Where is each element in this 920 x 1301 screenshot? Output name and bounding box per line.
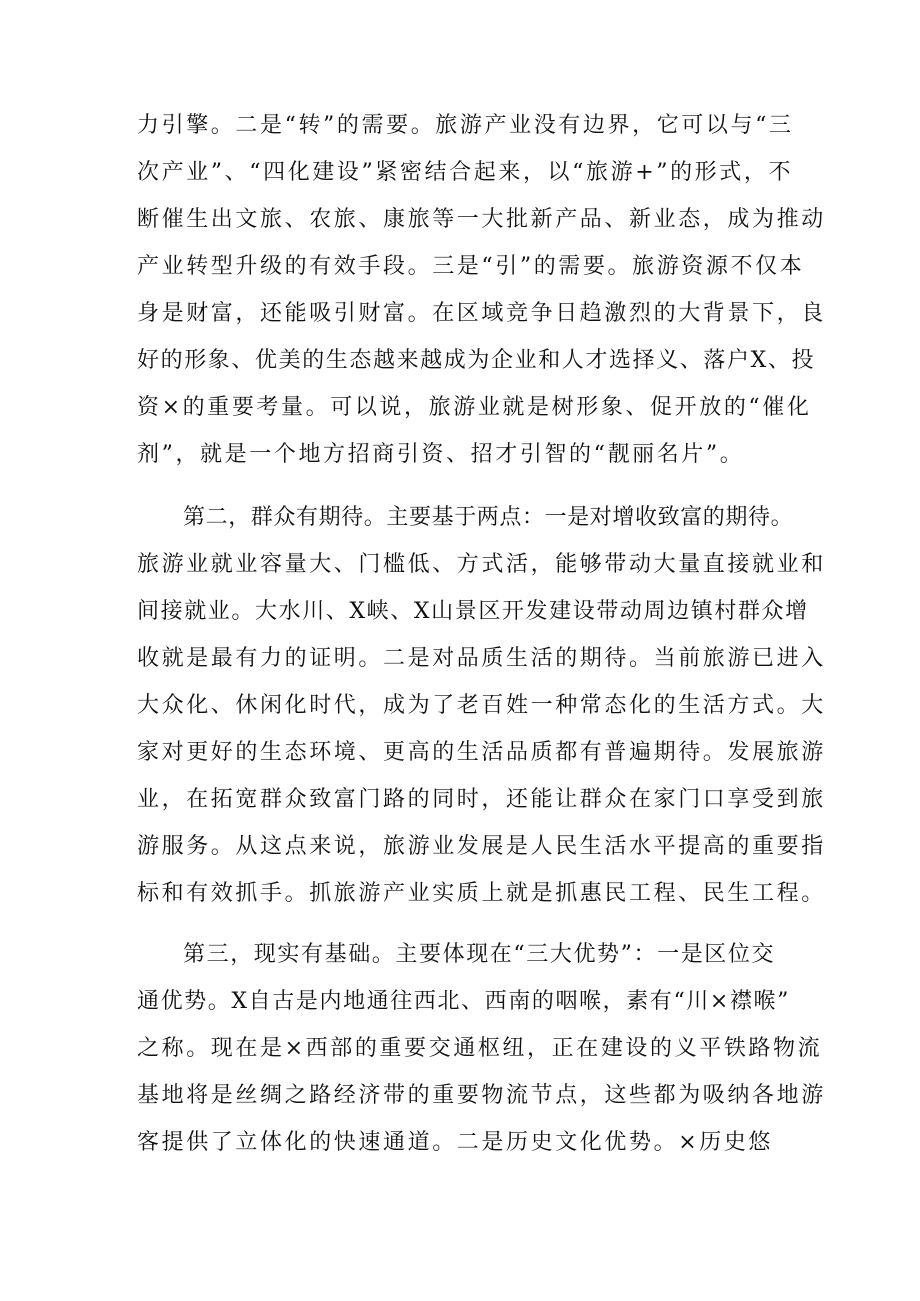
- text-line: 大众化、休闲化时代，成为了老百姓一种常态化的生活方式。大: [137, 693, 826, 718]
- text-line: 力引擎。二是“转”的需要。旅游产业没有边界，它可以与“三: [137, 113, 794, 138]
- paragraph-first-line: 第三，现实有基础。主要体现在“三大优势”：一是区位交: [183, 942, 776, 967]
- text-line: 基地将是丝绸之路经济带的重要物流节点，这些都为吸纳各地游: [137, 1083, 826, 1108]
- text-line: 身是财富，还能吸引财富。在区域竞争日趋激烈的大背景下，良: [137, 301, 826, 326]
- text-line: 业，在拓宽群众致富门路的同时，还能让群众在家门口享受到旅: [137, 787, 826, 812]
- text-line: 通优势。X自古是内地通往西北、西南的咽喉，素有“川×襟喉”: [137, 989, 790, 1014]
- text-line: 旅游业就业容量大、门槛低、方式活，能够带动大量直接就业和: [137, 552, 826, 577]
- text-line: 间接就业。大水川、X峡、X山景区开发建设带动周边镇村群众增: [137, 599, 809, 624]
- text-line: 产业转型升级的有效手段。三是“引”的需要。旅游资源不仅本: [137, 254, 805, 279]
- text-line: 次产业”、“四化建设”紧密结合起来，以“旅游+”的形式，不: [137, 160, 794, 185]
- text-line: 之称。现在是×西部的重要交通枢纽，正在建设的义平铁路物流: [137, 1036, 823, 1061]
- text-line: 剂”，就是一个地方招商引资、招才引智的“靓丽名片”。: [137, 442, 745, 467]
- text-line: 客提供了立体化的快速通道。二是历史文化优势。×历史悠: [137, 1130, 774, 1155]
- text-line: 标和有效抓手。抓旅游产业实质上就是抓惠民工程、民生工程。: [137, 881, 826, 906]
- text-line: 资×的重要考量。可以说，旅游业就是树形象、促开放的“催化: [137, 395, 812, 420]
- text-line: 断催生出文旅、农旅、康旅等一大批新产品、新业态，成为推动: [137, 207, 826, 232]
- text-line: 家对更好的生态环境、更高的生活品质都有普遍期待。发展旅游: [137, 740, 826, 765]
- text-line: 游服务。从这点来说，旅游业发展是人民生活水平提高的重要指: [137, 834, 826, 859]
- paragraph-first-line: 第二，群众有期待。主要基于两点：一是对增收致富的期待。: [183, 505, 794, 530]
- text-line: 收就是最有力的证明。二是对品质生活的期待。当前旅游已进入: [137, 646, 826, 671]
- text-line: 好的形象、优美的生态越来越成为企业和人才选择义、落户X、投: [137, 348, 816, 373]
